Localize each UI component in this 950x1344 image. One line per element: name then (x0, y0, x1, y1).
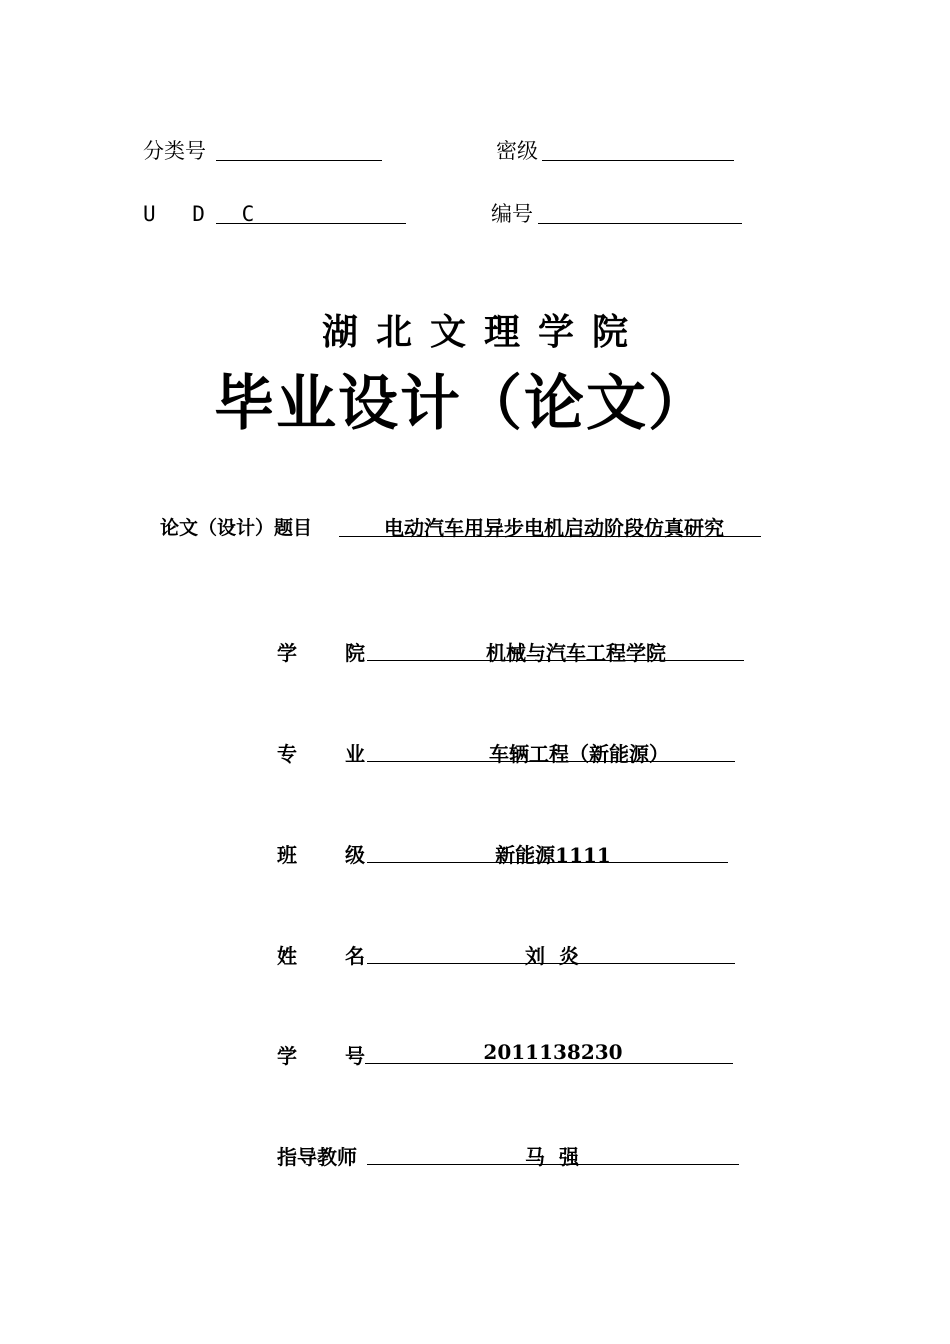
number-line (538, 223, 742, 224)
secret-level-line (542, 160, 734, 161)
topic-value: 电动汽车用异步电机启动阶段仿真研究 (384, 516, 724, 540)
major-label-a: 专 (277, 742, 297, 766)
major-value: 车辆工程（新能源） (489, 742, 669, 766)
student-id-label-b: 号 (345, 1044, 365, 1068)
name-label-b: 名 (345, 944, 365, 968)
student-id-value: 2011138230 (483, 1040, 623, 1064)
name-label-a: 姓 (277, 944, 297, 968)
class-label-b: 级 (345, 843, 365, 867)
class-label-a: 班 (277, 843, 297, 867)
class-value: 新能源1111 (495, 843, 611, 867)
college-label-b: 院 (345, 641, 365, 665)
classification-line (216, 160, 382, 161)
secret-level-label: 密级 (496, 139, 538, 163)
number-label: 编号 (491, 202, 533, 226)
document-title: 毕业设计（论文） (214, 369, 710, 439)
udc-line (216, 223, 406, 224)
major-label-b: 业 (345, 742, 365, 766)
college-value: 机械与汽车工程学院 (486, 641, 666, 665)
student-id-label-a: 学 (277, 1044, 297, 1068)
college-label-a: 学 (277, 641, 297, 665)
topic-label: 论文（设计）题目 (160, 517, 313, 539)
udc-label: U D C (143, 202, 267, 226)
classification-label: 分类号 (143, 139, 206, 163)
advisor-label: 指导教师 (277, 1145, 357, 1169)
school-name: 湖北文理学院 (321, 311, 646, 353)
name-value: 刘 炎 (525, 944, 579, 968)
advisor-value: 马 强 (525, 1145, 579, 1169)
